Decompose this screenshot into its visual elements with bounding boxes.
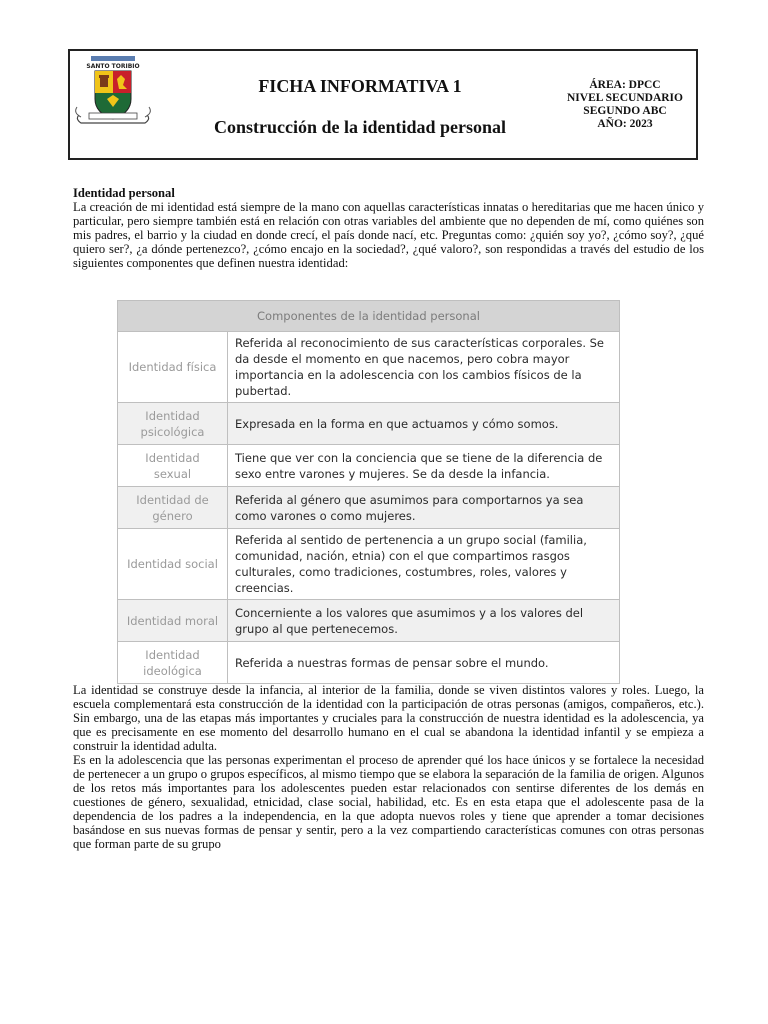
table-row: [118, 529, 620, 600]
document-subtitle: Construcción de la identidad personal: [213, 117, 507, 137]
level-label: NIVEL SECUNDARIO: [567, 92, 683, 104]
year-label: AÑO: 2023: [597, 118, 653, 130]
table-row: [118, 403, 620, 445]
intro-section: [73, 186, 704, 270]
row-label: Identidad ideológica: [118, 642, 228, 684]
document-meta: [540, 79, 710, 131]
logo-caption: SANTO TORIBIO: [86, 63, 140, 70]
area-label: ÁREA: DPCC: [589, 79, 661, 91]
identity-components-table: [117, 300, 620, 684]
row-text: Expresada en la forma en que actuamos y cómo somos.: [228, 403, 620, 445]
document-title: FICHA INFORMATIVA 1: [258, 76, 462, 96]
row-label: Identidad social: [118, 529, 228, 600]
table-row: [118, 445, 620, 487]
table-row: [118, 642, 620, 684]
row-text: Referida al sentido de pertenencia a un grupo social (familia, comunidad, nación, etnia) con el que compartimos rasgos culturales, como tradiciones, costumbres, roles, valores y creencias.: [228, 529, 620, 600]
row-label: Identidad sexual: [118, 445, 228, 487]
intro-paragraph: La creación de mi identidad está siempre de la mano con aquellas características innatas o hereditarias que me hacen único y particular, pero siempre también está en relación con otras variables del ambiente que no dependen de mí, como quiénes son mis padres, el barrio y la ciudad en donde crecí, el país donde nací, etc. Preguntas como: ¿quién soy yo?, ¿cómo soy?, ¿qué quiero ser?, ¿a dónde pertenezco?, ¿cómo encajo en la sociedad?, ¿qué valoro?, son respondidas a través del estudio de los siguientes componentes que definen nuestra identidad:: [73, 200, 704, 270]
body-section: [73, 683, 704, 851]
body-paragraph-2: Es en la adolescencia que las personas experimentan el proceso de aprender qué los hace únicos y se fortalece la necesidad de pertenecer a un grupo o grupos específicos, al mismo tiempo que se elabora la separación de la familia de origen. Algunos de los retos más importantes para los adolescentes pueden estar relacionados con sentirse diferentes de los demás en cuestiones de género, sexualidad, etnicidad, clase social, habilidad, etc. Es en esta etapa que el adolescente pasa de la dependencia de los padres a la independencia, en la que adopta nuevos roles y tiene que aprender a tomar decisiones basándose en sus nuevas formas de pensar y sentir, pero a la vez compartiendo características comunes con otras personas que forman parte de su grupo: [73, 753, 704, 851]
row-text: Referida a nuestras formas de pensar sobre el mundo.: [228, 642, 620, 684]
row-text: Concerniente a los valores que asumimos y a los valores del grupo al que pertenecemos.: [228, 600, 620, 642]
row-label: Identidad psicológica: [118, 403, 228, 445]
section-heading: Identidad personal: [73, 186, 175, 200]
table-row: [118, 487, 620, 529]
row-text: Referida al reconocimiento de sus características corporales. Se da desde el momento en que nacemos, pero cobra mayor importancia en la adolescencia con los cambios físicos de la pubertad.: [228, 332, 620, 403]
document-header: [68, 49, 698, 160]
table-row: [118, 600, 620, 642]
body-paragraph-1: La identidad se construye desde la infancia, al interior de la familia, donde se viven distintos valores y roles. Luego, la escuela complementará esta construcción de la identidad con la participación de otras personas (amigos, compañeros, etc.). Sin embargo, una de las etapas más importantes y cruciales para la construcción de nuestra identidad es la adolescencia, ya que es precisamente en ese momento del desarrollo humano en el cual se abandona la identidad infantil y se empieza a construir la identidad adulta.: [73, 683, 704, 753]
table-header: Componentes de la identidad personal: [118, 301, 620, 332]
row-label: Identidad moral: [118, 600, 228, 642]
row-text: Tiene que ver con la conciencia que se tiene de la diferencia de sexo entre varones y mujeres. Se da desde la infancia.: [228, 445, 620, 487]
grade-label: SEGUNDO ABC: [583, 105, 667, 117]
row-text: Referida al género que asumimos para comportarnos ya sea como varones o como mujeres.: [228, 487, 620, 529]
table-row: [118, 332, 620, 403]
row-label: Identidad física: [118, 332, 228, 403]
row-label: Identidad de género: [118, 487, 228, 529]
school-crest-logo: [73, 55, 153, 133]
